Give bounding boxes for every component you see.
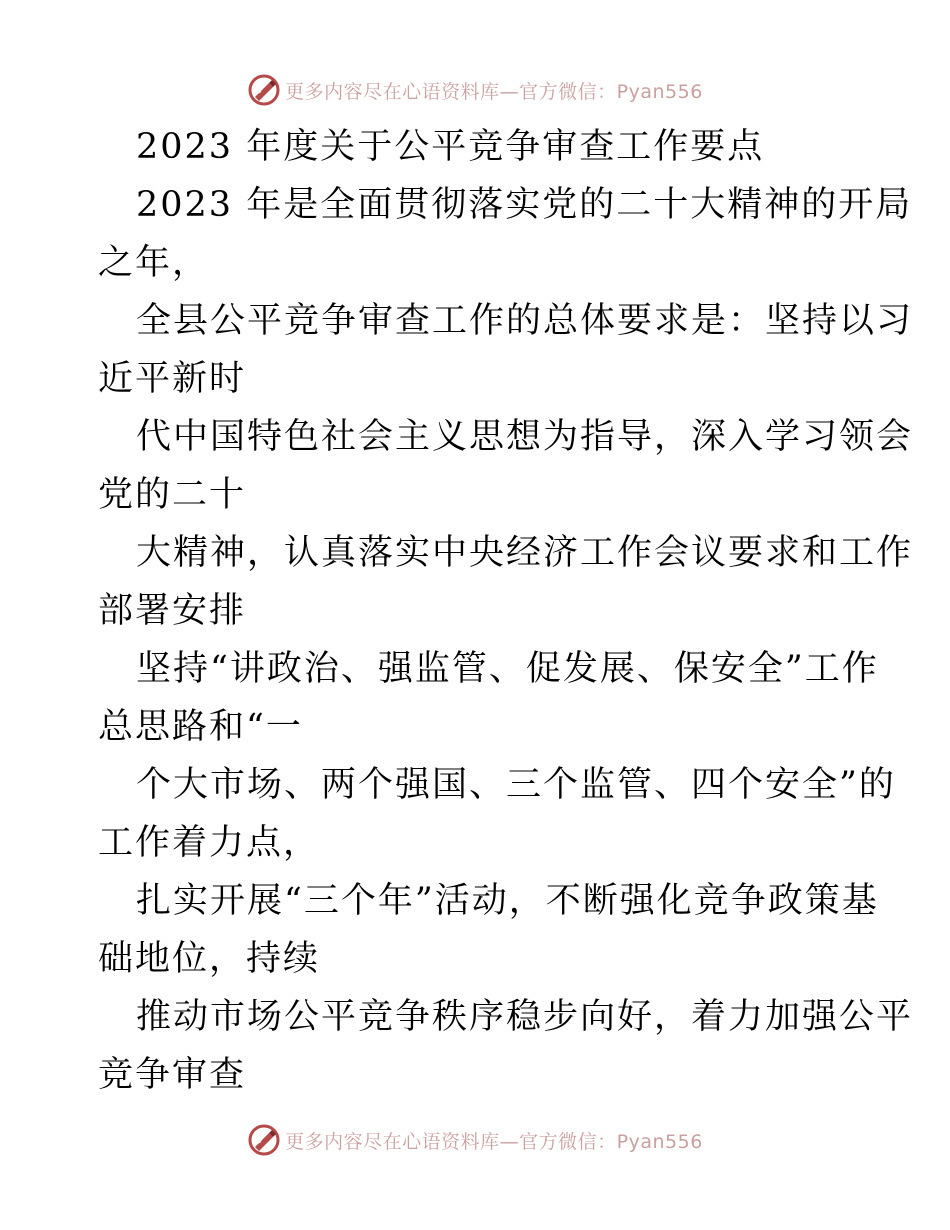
paragraph-line: 2023 年是全面贯彻落实党的二十大精神的开局 bbox=[136, 185, 913, 225]
footer-watermark bbox=[0, 1120, 950, 1160]
pen-logo-icon bbox=[247, 1123, 281, 1157]
document-body bbox=[98, 118, 914, 1104]
header-watermark bbox=[0, 70, 950, 110]
paragraph-line: 总思路和“一 bbox=[98, 707, 303, 747]
watermark-text: 更多内容尽在心语资料库—官方微信：Pyan556 bbox=[285, 80, 703, 103]
document-title: 2023 年度关于公平竞争审查工作要点 bbox=[136, 127, 765, 167]
paragraph-line: 坚持“讲政治、强监管、促发展、保安全”工作 bbox=[136, 649, 879, 689]
paragraph-line: 之年， bbox=[98, 243, 210, 283]
paragraph-line: 大精神，认真落实中央经济工作会议要求和工作 bbox=[136, 533, 914, 573]
paragraph-line: 竞争审查 bbox=[98, 1055, 247, 1095]
paragraph-line: 全县公平竞争审查工作的总体要求是：坚持以习 bbox=[136, 301, 914, 341]
paragraph-line: 党的二十 bbox=[98, 475, 247, 515]
paragraph-line: 部署安排 bbox=[98, 591, 247, 631]
paragraph-line: 个大市场、两个强国、三个监管、四个安全”的 bbox=[136, 765, 896, 805]
pen-logo-icon bbox=[247, 73, 281, 107]
paragraph-line: 工作着力点， bbox=[98, 823, 321, 863]
paragraph-line: 扎实开展“三个年”活动，不断强化竞争政策基 bbox=[136, 881, 879, 921]
paragraph-line: 础地位，持续 bbox=[98, 939, 321, 979]
paragraph-line: 推动市场公平竞争秩序稳步向好，着力加强公平 bbox=[136, 997, 914, 1037]
paragraph-line: 近平新时 bbox=[98, 359, 247, 399]
paragraph-line: 代中国特色社会主义思想为指导，深入学习领会 bbox=[136, 417, 914, 457]
watermark-text: 更多内容尽在心语资料库—官方微信：Pyan556 bbox=[285, 1130, 703, 1153]
